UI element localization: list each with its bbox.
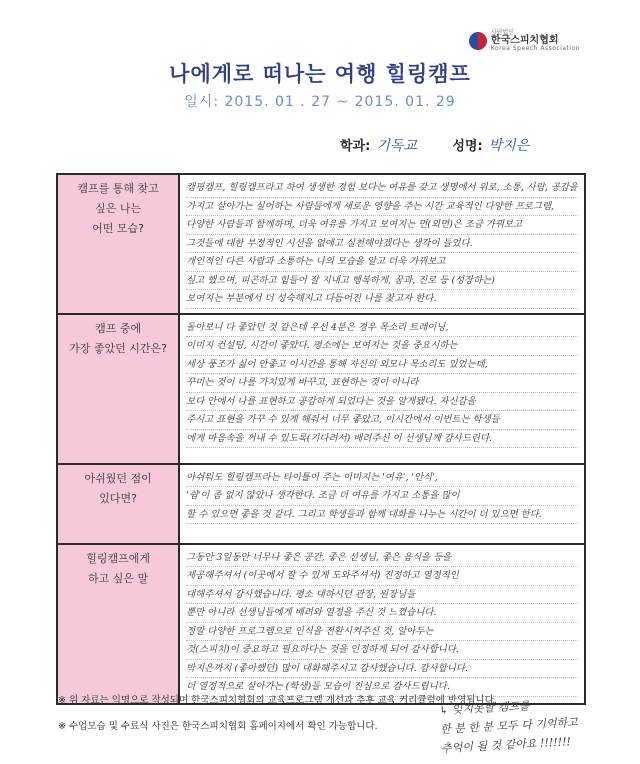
answer-line: 다양한 사람들과 함께하며, 더욱 여유를 가지고 보여지는 면(외면)은 조금 가꿔보고 — [186, 216, 578, 235]
answer-line: 제공해주셔서 (이곳에서 잘 수 있게 도와주셔서) 진정하고 열정적인 — [186, 567, 578, 586]
comment-line: 추억이 될 것 같아요 !!!!!!! — [440, 735, 572, 755]
student-info — [340, 135, 559, 155]
answer-line: 그동안 3일동안 너무나 좋은 공간, 좋은 선생님, 좋은 음식을 등을 — [186, 549, 578, 568]
school-value: 기독교 — [376, 138, 417, 154]
answer-line: 캠핑캠프, 힐링캠프라고 하여 생생한 경험 보다는 여유를 갖고 생명에서 위로, 소통, 사람, 공감을 — [186, 179, 578, 198]
question-cell — [57, 174, 179, 314]
survey-row — [57, 314, 585, 464]
answer-line: 돌아보니 다 좋았던 것 같은데 우선 4분은 경우 목소리 트레이닝, — [186, 319, 578, 338]
answer-line: 보다 안에서 나를 표현하고 공감하게 되었다는 것을 알게됐다. 자신감을 — [186, 393, 578, 412]
answer-line: 것(스피치)이 중요하고 필요하다는 것을 인정하게 되어 감사합니다. — [186, 641, 578, 660]
question-line: 아쉬웠던 점이 — [84, 471, 152, 485]
answer-line: 더 열정적으로 살아가는 (학생)들 모습이 진심으로 감사드립니다. — [186, 678, 578, 697]
comment-line: 한 분 한 분 모두 다 기억하고 — [439, 715, 579, 736]
question-line: 캠프를 통해 찾고 — [77, 182, 159, 195]
answer-cell — [179, 464, 585, 544]
logo-small-text: 사단법인 — [490, 29, 515, 36]
survey-table — [56, 173, 586, 705]
answer-cell — [179, 174, 585, 314]
answer-cell — [179, 314, 585, 464]
page-title: 나에게로 떠나는 여행 힐링캠프 — [169, 62, 471, 86]
answer-line: 대해주셔서 감사했습니다. 평소 대하시던 관장, 원장님들 — [186, 586, 578, 605]
answer-line: 그것들에 대한 부정적인 시선을 없애고 실천해야겠다는 생각이 들었다. — [186, 235, 578, 254]
answer-line: 이미지 컨설팅, 시간이 좋았다. 평소에는 보여지는 것을 중요시하는 — [186, 337, 578, 356]
answer-line: '쉼'이 좀 없지 않았나 생각한다. 조금 더 여유를 가지고 소통을 많이 — [186, 487, 578, 506]
answer-line: 아쉬워도 힐링캠프라는 타이틀이 주는 이미지는 '여유', '안식', — [186, 469, 578, 488]
answer-line: 싶고 했으며, 피곤하고 힘들어 잘 지내고 행복하게, 꿈과, 진로 등 (성장하는) — [186, 272, 578, 291]
answer-line: 에게 마음속을 꺼내 수 있도록(기다려서) 배려주신 이 선생님께 감사드린다. — [186, 430, 578, 449]
question-line: 하고 싶은 말 — [88, 571, 149, 585]
event-date: 일시: 2015. 01 . 27 ~ 2015. 01. 29 — [184, 94, 456, 110]
question-line: 캠프 중에 — [95, 321, 142, 335]
answer-line: 보여지는 부분에서 더 성숙해지고 다듬어진 나를 찾고자 한다. — [186, 290, 578, 309]
answer-cell — [179, 544, 585, 704]
question-line: 어떤 모습? — [92, 222, 144, 235]
answer-line: 뿐만 아니라 선생님들에게 배려와 열정을 주신 것 느꼈습니다. — [186, 604, 578, 623]
survey-row — [57, 464, 585, 544]
comment-line: ↳ 잊지못할 캠프를 — [438, 699, 530, 717]
question-line: 힐링캠프에게 — [86, 551, 150, 565]
answer-line: 주시고 표현을 가꾸 수 있게 해줘서 너무 좋았고, 이시간에서 이번트는 학생들 — [186, 411, 578, 430]
question-cell — [57, 464, 179, 544]
school-label: 학과: — [340, 139, 371, 154]
question-cell — [57, 314, 179, 464]
logo-name: 한국스피치협회 — [490, 35, 559, 46]
question-line: 싶은 나는 — [95, 202, 142, 215]
answer-line: 할 수 있으면 좋을 것 같다. 그리고 학생들과 함께 대화를 나누는 시간이 더 있으면 한다. — [186, 506, 578, 525]
name-value: 박지은 — [488, 138, 530, 154]
survey-row — [57, 174, 585, 314]
footer-note: ※ 위 자료는 익명으로 작성되며 한국스피치협회의 교육프로그램 개선과 추후 교육 커리큘럼에 반영됩니다. — [58, 695, 497, 706]
answer-line: 박지은까지 (좋아했던) 많이 대화해주시고 감사했습니다. 감사합니다. — [186, 660, 578, 679]
name-label: 성명: — [452, 139, 483, 154]
answer-line: 가지고 살아가는 실어하는 사람들에게 새로운 영향을 주는 시간 교육적인 다양한 프로그램, — [186, 198, 578, 217]
logo-emblem-icon — [469, 32, 487, 50]
question-cell — [57, 544, 179, 704]
handwritten-comment — [439, 691, 632, 758]
answer-line: 개인적인 다른 사람과 소통하는 나의 모습을 알고 더욱 가꿔보고 — [186, 253, 578, 272]
survey-row — [57, 544, 585, 704]
answer-line: 꾸미는 것이 나를 가치있게 바꾸고, 표현하는 것이 아니라 — [186, 374, 578, 393]
logo-english: Korea Speech Association — [490, 45, 580, 52]
question-line: 가장 좋았던 시간은? — [69, 341, 167, 355]
org-logo — [469, 30, 580, 52]
answer-line: 세상 풍조가 싫어 안좋고 이시간을 통해 자신의 외모나 목소리도 있었는데, — [186, 356, 578, 375]
answer-line: 정말 다양한 프로그램으로 인식을 전환시켜주신 것, 알아두는 — [186, 623, 578, 642]
question-line: 있다면? — [99, 491, 137, 505]
footer-note: ※ 수업모습 및 수료식 사진은 한국스피치협회 홈페이지에서 확인 가능합니다. — [58, 721, 378, 732]
